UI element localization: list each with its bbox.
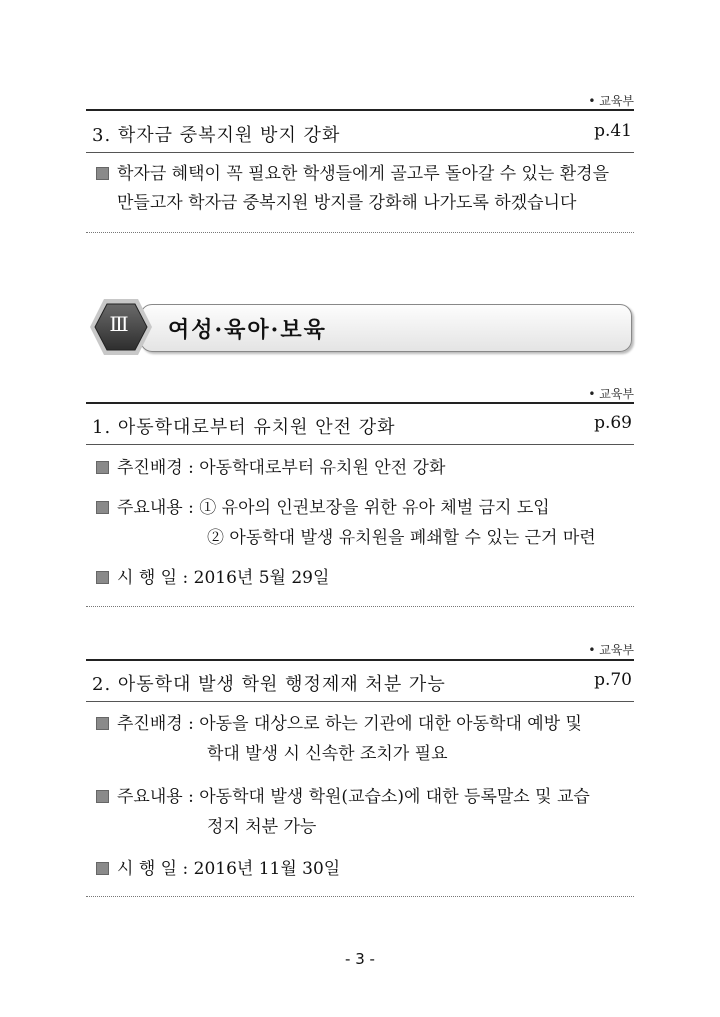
ministry-label: • 교육부 (588, 643, 634, 657)
item-separator: : (182, 787, 200, 807)
chapter-number: Ⅲ (109, 312, 129, 336)
item-text: 아동학대로부터 유치원 안전 강화 (199, 458, 446, 478)
item-separator: : (177, 568, 194, 588)
square-bullet-icon (96, 571, 109, 584)
section-header-rule (86, 444, 634, 445)
item-separator: : (182, 714, 200, 734)
item-text: 학대 발생 시 신속한 조치가 필요 (207, 744, 448, 764)
square-bullet-icon (96, 790, 109, 803)
list-item (96, 497, 550, 519)
list-item (96, 567, 329, 589)
chapter-title: 여성·육아·보육 (168, 317, 327, 343)
item-label: 시 행 일 (117, 859, 178, 879)
item-separator: : (182, 498, 200, 518)
section-title: 3. 학자금 중복지원 방지 강화 (92, 125, 341, 146)
item-label: 주요내용 (117, 498, 183, 518)
list-item (96, 713, 582, 735)
item-label: 주요내용 (117, 787, 183, 807)
square-bullet-icon (96, 501, 109, 514)
list-item (96, 858, 340, 880)
section-title: 2. 아동학대 발생 학원 행정제재 처분 가능 (92, 674, 446, 695)
item-separator: : (177, 859, 194, 879)
square-bullet-icon (96, 717, 109, 730)
paragraph-line (96, 163, 609, 185)
section-end-rule (86, 232, 634, 233)
section-top-rule (86, 402, 634, 404)
section-page-ref: p.41 (594, 121, 632, 141)
section-page-ref: p.70 (594, 670, 632, 690)
list-item (96, 457, 445, 479)
section-header-rule (86, 701, 634, 702)
paragraph-line: 만들고자 학자금 중복지원 방지를 강화해 나가도록 하겠습니다 (117, 193, 577, 213)
item-text: 아동을 대상으로 하는 기관에 대한 아동학대 예방 및 (199, 714, 582, 734)
square-bullet-icon (96, 167, 109, 180)
item-text: 2016년 5월 29일 (193, 568, 330, 588)
ministry-label: • 교육부 (588, 387, 634, 401)
ministry-label: • 교육부 (588, 94, 634, 108)
section-end-rule (86, 896, 634, 897)
item-text: ① 유아의 인권보장을 위한 유아 체벌 금지 도입 (199, 498, 550, 518)
list-item (96, 786, 590, 808)
square-bullet-icon (96, 461, 109, 474)
square-bullet-icon (96, 862, 109, 875)
section-title: 1. 아동학대로부터 유치원 안전 강화 (92, 417, 396, 438)
item-label: 추진배경 (117, 458, 183, 478)
item-label: 추진배경 (117, 714, 183, 734)
item-separator: : (182, 458, 200, 478)
section-top-rule (86, 659, 634, 661)
section-page-ref: p.69 (594, 413, 632, 433)
section-top-rule (86, 109, 634, 111)
section-header-rule (86, 152, 634, 153)
page-number: - 3 - (345, 950, 375, 968)
item-text: ② 아동학대 발생 유치원을 폐쇄할 수 있는 근거 마련 (207, 528, 596, 548)
item-text: 2016년 11월 30일 (193, 859, 341, 879)
paragraph-text: 학자금 혜택이 꼭 필요한 학생들에게 골고루 돌아갈 수 있는 환경을 (117, 164, 610, 184)
item-label: 시 행 일 (117, 568, 178, 588)
section-end-rule (86, 606, 634, 607)
item-text: 아동학대 발생 학원(교습소)에 대한 등록말소 및 교습 (199, 787, 590, 807)
item-text: 정지 처분 가능 (207, 817, 317, 837)
